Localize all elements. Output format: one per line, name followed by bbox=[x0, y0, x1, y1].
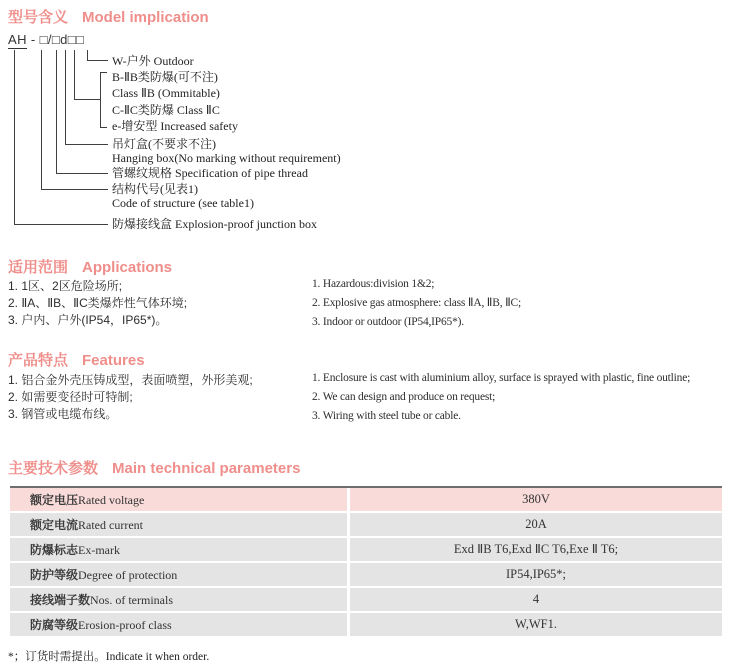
features-section-title bbox=[8, 349, 145, 370]
param-label-en: Degree of protection bbox=[78, 568, 178, 582]
model-code-prefix: AH bbox=[8, 32, 27, 47]
param-label bbox=[10, 588, 347, 611]
parameters-section-title bbox=[8, 457, 300, 478]
table-row bbox=[10, 588, 722, 611]
list-item: 3. Wiring with steel tube or cable. bbox=[312, 410, 461, 422]
list-item: 3. 钢管或电缆布线。 bbox=[8, 407, 118, 421]
param-label-zh: 额定电压 bbox=[30, 493, 79, 507]
param-value: IP54,IP65*; bbox=[350, 563, 722, 586]
label-structure-en: Code of structure (see table1) bbox=[112, 196, 254, 210]
param-label bbox=[10, 563, 347, 586]
parameters-title-zh: 主要技术参数 bbox=[8, 460, 99, 477]
param-label bbox=[10, 513, 347, 536]
label-class-iib-zh: B-ⅡB类防爆(可不注) bbox=[112, 70, 218, 84]
features-list-zh bbox=[8, 372, 253, 423]
model-code bbox=[8, 32, 84, 47]
model-title-zh: 型号含义 bbox=[8, 9, 69, 26]
param-label bbox=[10, 488, 347, 511]
param-label bbox=[10, 538, 347, 561]
model-code-diagram bbox=[0, 30, 730, 242]
param-value: 4 bbox=[350, 588, 722, 611]
list-item: 1. 铝合金外壳压铸成型，表面喷塑，外形美观; bbox=[8, 373, 253, 387]
applications-title-zh: 适用范围 bbox=[8, 259, 69, 276]
table-row bbox=[10, 488, 722, 511]
param-label-zh: 额定电流 bbox=[30, 518, 79, 532]
list-item: 1. 1区、2区危险场所; bbox=[8, 279, 123, 293]
param-label-zh: 防护等级 bbox=[30, 568, 79, 582]
list-item: 2. Explosive gas atmosphere: class ⅡA, ⅡB, ⅡC; bbox=[312, 297, 522, 309]
param-value: 380V bbox=[350, 488, 722, 511]
label-increased-safety: e-增安型 Increased safety bbox=[112, 119, 238, 133]
list-item: 2. 如需要变径时可特制; bbox=[8, 390, 133, 404]
label-structure-zh: 结构代号(见表1) bbox=[112, 182, 198, 196]
order-footnote: *；订货时需提出。Indicate it when order. bbox=[8, 651, 210, 663]
label-outdoor: W-户外 Outdoor bbox=[112, 54, 194, 68]
label-hanging-box-en: Hanging box(No marking without requirement) bbox=[112, 151, 341, 165]
features-list-en bbox=[312, 369, 690, 426]
table-row bbox=[10, 563, 722, 586]
features-title-zh: 产品特点 bbox=[8, 352, 69, 369]
list-item: 1. Hazardous:division 1&2; bbox=[312, 278, 435, 290]
label-hanging-box-zh: 吊灯盒(不要求不注) bbox=[112, 137, 216, 151]
parameters-table bbox=[10, 486, 722, 638]
list-item: 3. Indoor or outdoor (IP54,IP65*). bbox=[312, 316, 464, 328]
model-code-suffix: - □/□d□□ bbox=[26, 32, 85, 47]
applications-list-zh bbox=[8, 278, 187, 329]
list-item: 1. Enclosure is cast with aluminium alloy, surface is sprayed with plastic, fine outline; bbox=[312, 372, 691, 384]
model-title-en: Model implication bbox=[82, 9, 209, 26]
features-title-en: Features bbox=[82, 352, 145, 369]
param-label-zh: 接线端子数 bbox=[30, 593, 91, 607]
param-label-en: Ex-mark bbox=[78, 543, 120, 557]
applications-list-en bbox=[312, 275, 521, 332]
param-value: W,WF1. bbox=[350, 613, 722, 636]
table-row bbox=[10, 538, 722, 561]
list-item: 3. 户内、户外(IP54，IP65*)。 bbox=[8, 313, 168, 327]
param-label-en: Rated current bbox=[78, 518, 143, 532]
parameters-title-en: Main technical parameters bbox=[112, 460, 301, 477]
label-class-iic: C-ⅡC类防爆 Class ⅡC bbox=[112, 103, 220, 117]
connector-junction-box bbox=[14, 50, 108, 225]
table-row bbox=[10, 513, 722, 536]
param-label-en: Nos. of terminals bbox=[90, 593, 174, 607]
table-row bbox=[10, 613, 722, 636]
applications-section-title bbox=[8, 256, 172, 277]
param-label-en: Erosion-proof class bbox=[78, 618, 172, 632]
param-label bbox=[10, 613, 347, 636]
param-value: 20A bbox=[350, 513, 722, 536]
list-item: 2. ⅡA、ⅡB、ⅡC类爆炸性气体环境; bbox=[8, 296, 188, 310]
list-item: 2. We can design and produce on request; bbox=[312, 391, 496, 403]
model-section-title bbox=[8, 6, 209, 27]
label-class-iib-en: Class ⅡB (Ommitable) bbox=[112, 86, 220, 100]
param-label-zh: 防爆标志 bbox=[30, 543, 79, 557]
param-label-zh: 防腐等级 bbox=[30, 618, 79, 632]
applications-title-en: Applications bbox=[82, 259, 173, 276]
param-value: Exd ⅡB T6,Exd ⅡC T6,Exe Ⅱ T6; bbox=[350, 538, 722, 561]
label-pipe-thread: 管螺纹规格 Specification of pipe thread bbox=[112, 166, 308, 180]
param-label-en: Rated voltage bbox=[78, 493, 145, 507]
label-junction-box: 防爆接线盒 Explosion-proof junction box bbox=[112, 217, 317, 231]
